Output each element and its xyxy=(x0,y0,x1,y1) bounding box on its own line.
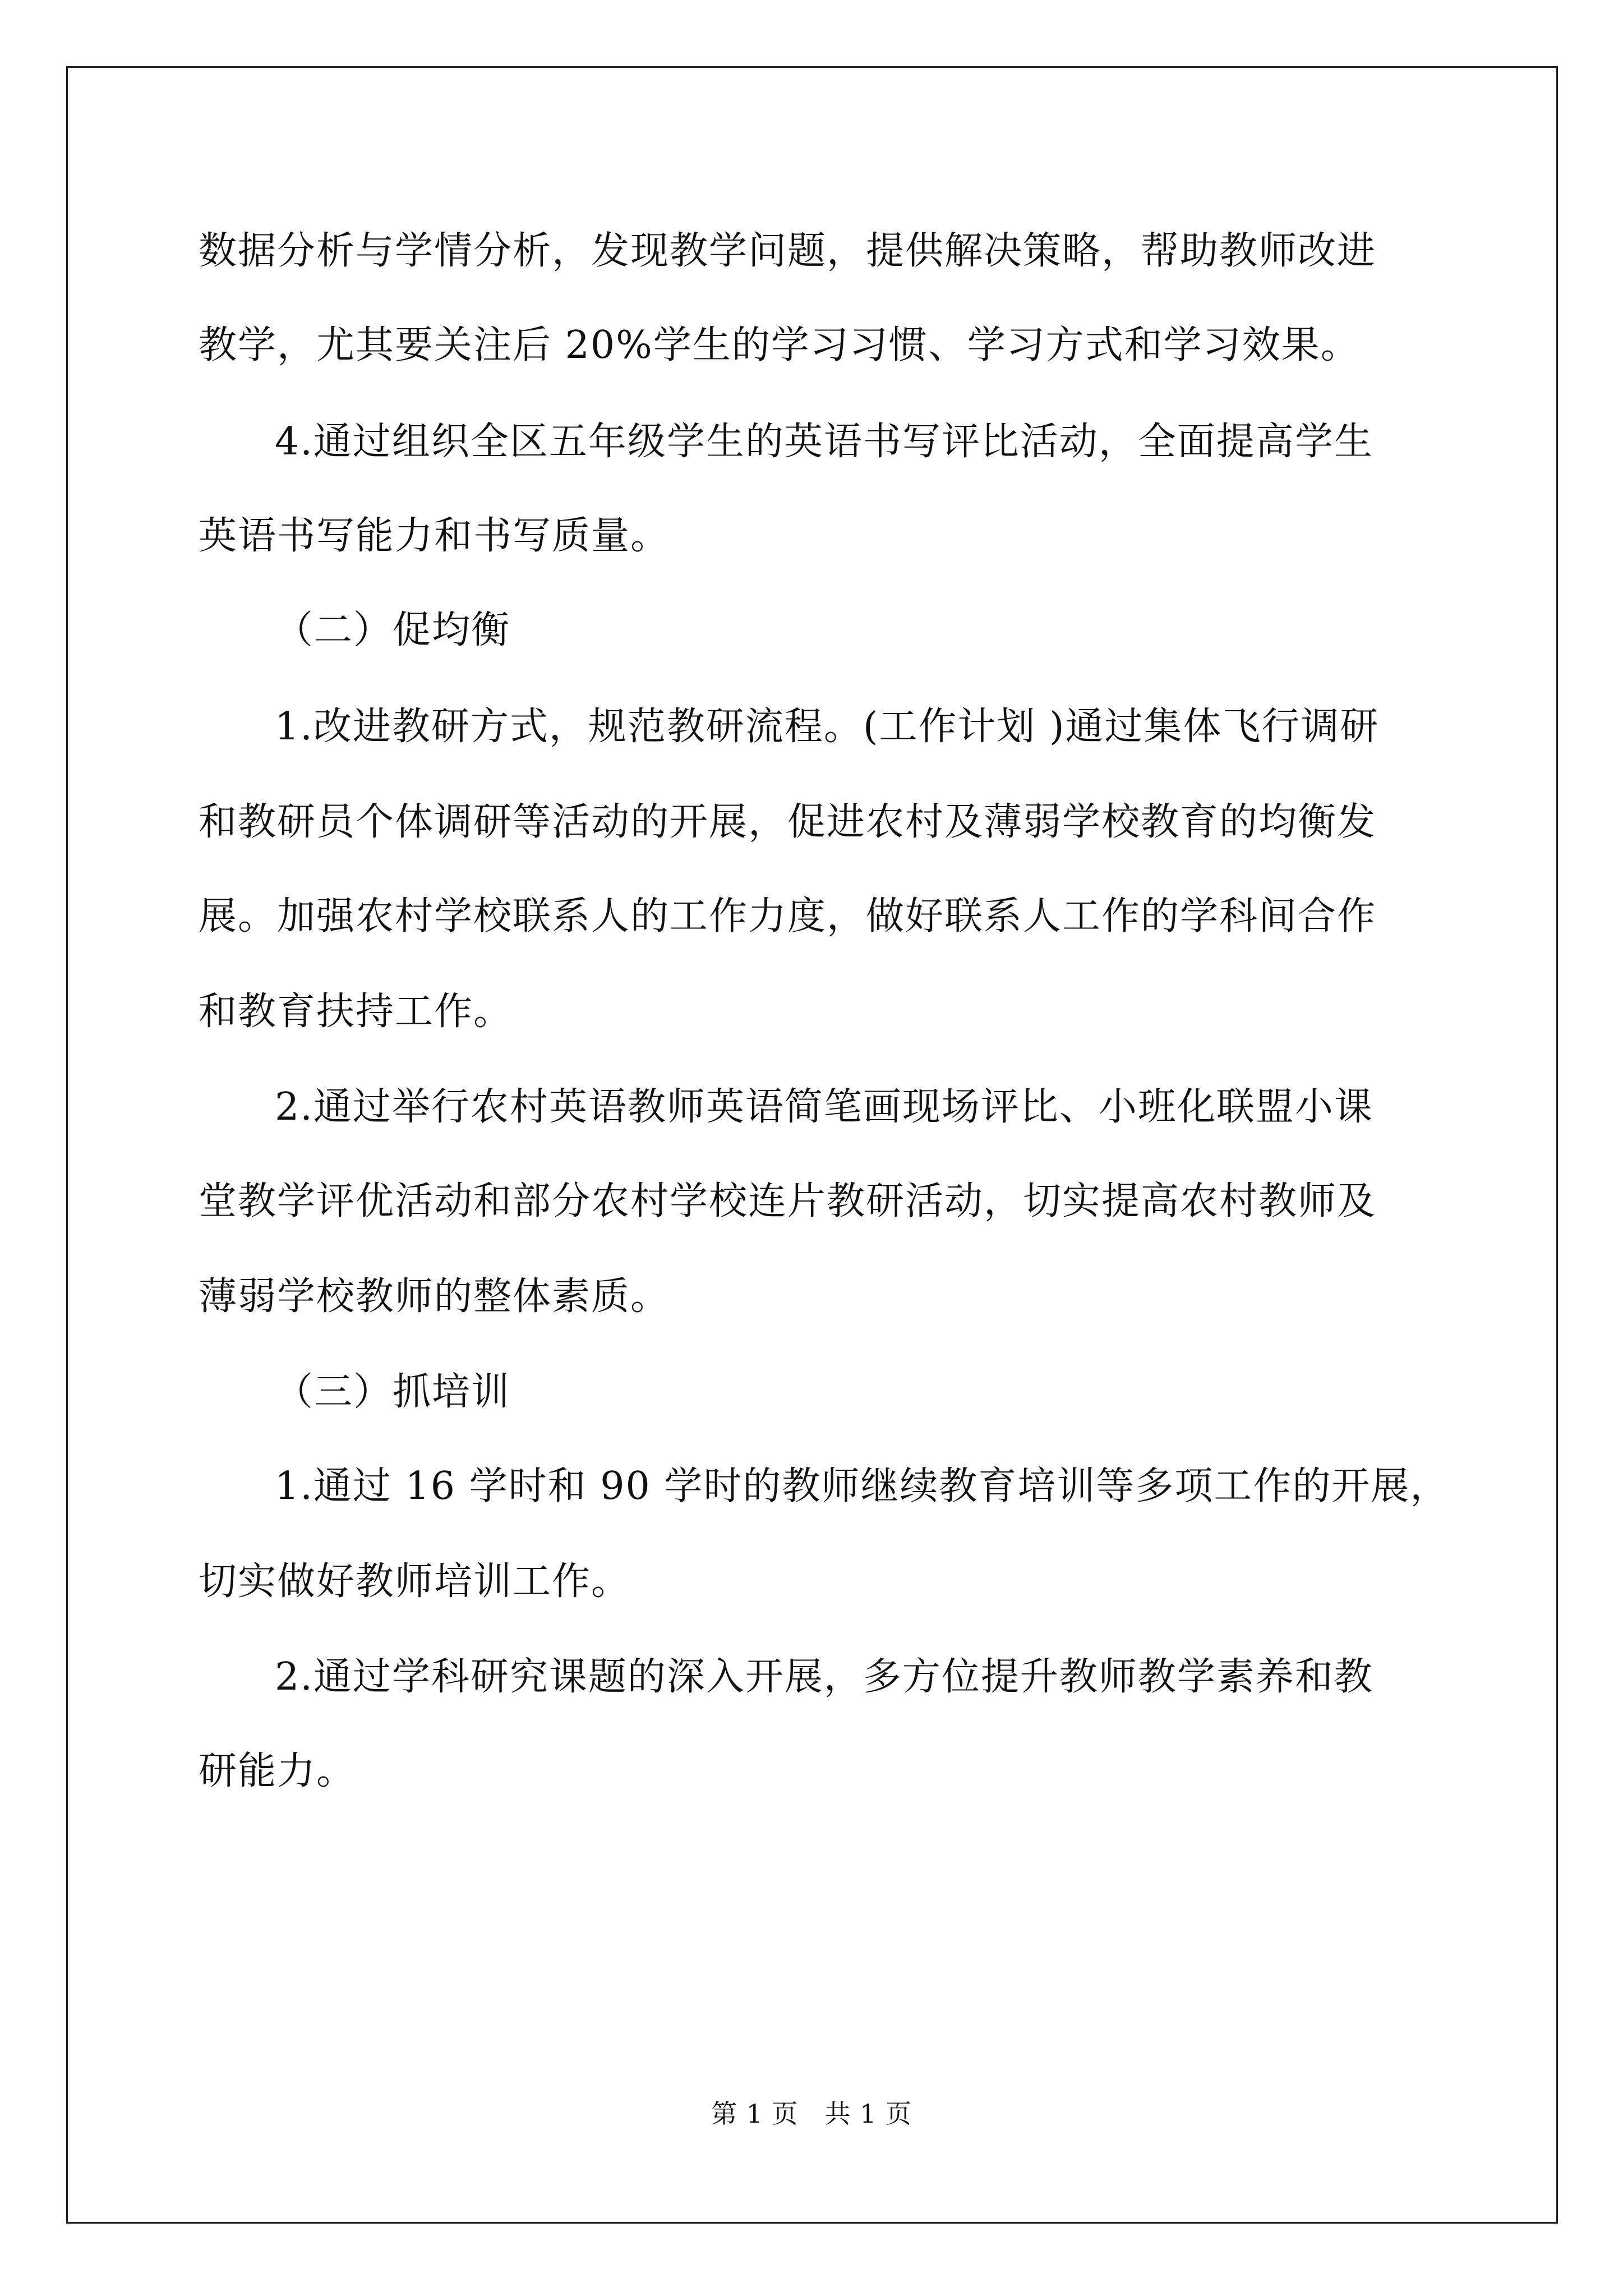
paragraph-line: 4.通过组织全区五年级学生的英语书写评比活动，全面提高学生 xyxy=(275,420,1373,464)
paragraph-line: 和教研员个体调研等活动的开展，促进农村及薄弱学校教育的均衡发 xyxy=(199,800,1377,844)
paragraph-line: 研能力。 xyxy=(199,1749,356,1793)
page-footer: 第 1 页 共 1 页 xyxy=(711,2099,912,2129)
paragraph-line: 展。加强农村学校联系人的工作力度，做好联系人工作的学科间合作 xyxy=(199,894,1377,938)
page-frame xyxy=(66,66,1558,2224)
paragraph-line: 数据分析与学情分析，发现教学问题，提供解决策略，帮助教师改进 xyxy=(199,229,1377,273)
paragraph-line: 切实做好教师培训工作。 xyxy=(199,1559,631,1604)
paragraph-line: 教学，尤其要关注后 20%学生的学习习惯、学习方式和学习效果。 xyxy=(199,323,1360,367)
paragraph-line: 英语书写能力和书写质量。 xyxy=(199,514,670,558)
section-heading-3: （三）抓培训 xyxy=(275,1370,511,1414)
section-heading-2: （二）促均衡 xyxy=(275,608,511,652)
paragraph-line: 堂教学评优活动和部分农村学校连片教研活动，切实提高农村教师及 xyxy=(199,1179,1377,1223)
paragraph-line: 和教育扶持工作。 xyxy=(199,990,513,1034)
paragraph-line: 2.通过学科研究课题的深入开展，多方位提升教师教学素养和教 xyxy=(275,1655,1373,1699)
paragraph-line: 2.通过举行农村英语教师英语简笔画现场评比、小班化联盟小课 xyxy=(275,1085,1373,1129)
paragraph-line: 1.通过 16 学时和 90 学时的教师继续教育培训等多项工作的开展， xyxy=(275,1464,1450,1508)
paragraph-line: 薄弱学校教师的整体素质。 xyxy=(199,1274,670,1319)
paragraph-line: 1.改进教研方式，规范教研流程。(工作计划 )通过集体飞行调研 xyxy=(275,705,1380,749)
